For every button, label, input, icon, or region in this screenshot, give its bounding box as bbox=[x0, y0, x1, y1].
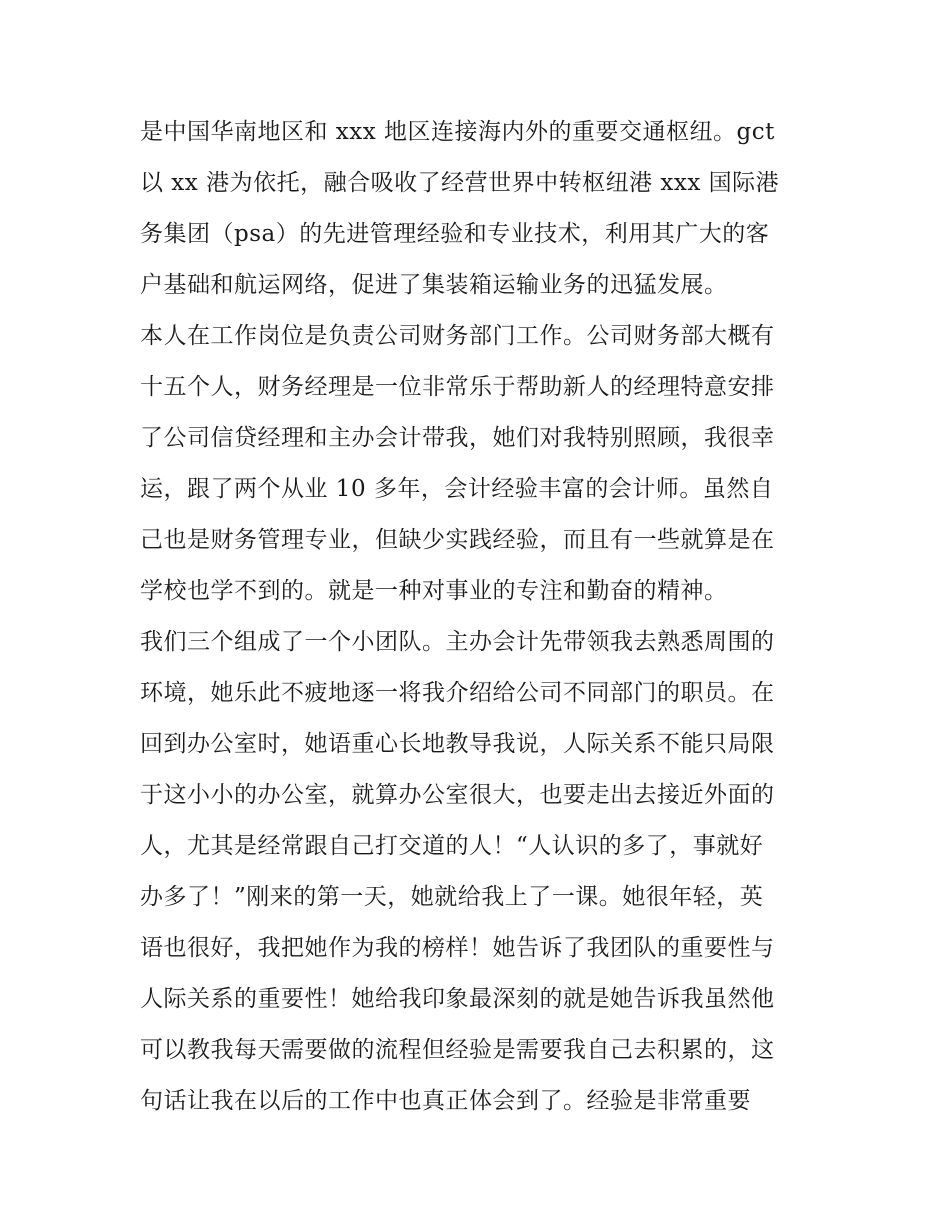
text-line: 务集团（psa）的先进管理经验和专业技术，利用其广大的客 bbox=[140, 221, 770, 247]
text-line: 可以教我每天需要做的流程但经验是需要我自己去积累的，这 bbox=[140, 1037, 775, 1063]
text-line: 环境，她乐此不疲地逐一将我介绍给公司不同部门的职员。在 bbox=[140, 680, 775, 706]
text-line: 户基础和航运网络，促进了集装箱运输业务的迅猛发展。 bbox=[140, 272, 728, 298]
text-line: 语也很好，我把她作为我的榜样！她告诉了我团队的重要性与 bbox=[140, 935, 775, 961]
text-line: 十五个人，财务经理是一位非常乐于帮助新人的经理特意安排 bbox=[140, 374, 775, 400]
text-line: 是中国华南地区和 xxx 地区连接海内外的重要交通枢纽。gct bbox=[140, 119, 775, 145]
text-line: 了公司信贷经理和主办会计带我，她们对我特别照顾，我很幸 bbox=[140, 425, 775, 451]
text-line: 我们三个组成了一个小团队。主办会计先带领我去熟悉周围的 bbox=[140, 629, 775, 655]
text-line: 人，尤其是经常跟自己打交道的人！“人认识的多了，事就好 bbox=[140, 833, 764, 859]
text-line: 运，跟了两个从业 10 多年，会计经验丰富的会计师。虽然自 bbox=[140, 476, 774, 502]
text-line: 学校也学不到的。就是一种对事业的专注和勤奋的精神。 bbox=[140, 578, 728, 604]
body-text bbox=[140, 107, 830, 1127]
text-line: 己也是财务管理专业，但缺少实践经验，而且有一些就算是在 bbox=[140, 527, 775, 553]
text-line: 人际关系的重要性！她给我印象最深刻的就是她告诉我虽然他 bbox=[140, 986, 775, 1012]
text-line: 以 xx 港为依托，融合吸收了经营世界中转枢纽港 xxx 国际港 bbox=[140, 170, 780, 196]
text-line: 回到办公室时，她语重心长地教导我说，人际关系不能只局限 bbox=[140, 731, 775, 757]
text-line: 句话让我在以后的工作中也真正体会到了。经验是非常重要 bbox=[140, 1088, 751, 1114]
text-line: 于这小小的办公室，就算办公室很大，也要走出去接近外面的 bbox=[140, 782, 775, 808]
text-line: 本人在工作岗位是负责公司财务部门工作。公司财务部大概有 bbox=[140, 323, 775, 349]
text-line: 办多了！”刚来的第一天，她就给我上了一课。她很年轻，英 bbox=[140, 884, 764, 910]
